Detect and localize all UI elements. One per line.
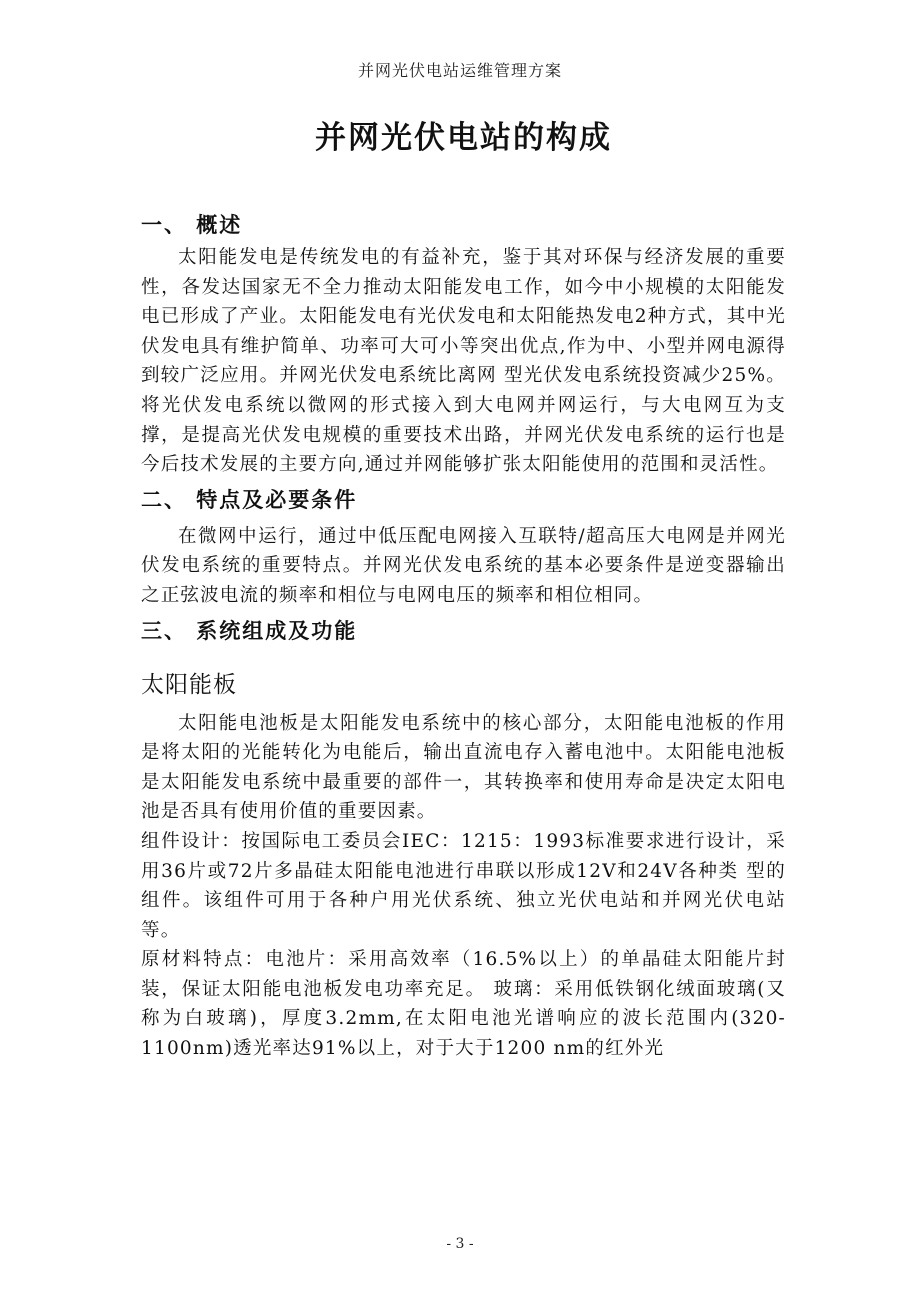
subsection-heading-solar-panel: 太阳能板 [141, 671, 237, 698]
page-number: - 3 - [446, 1236, 474, 1252]
section-heading-features: 二、 特点及必要条件 [141, 487, 358, 512]
running-header: 并网光伏电站运维管理方案 [357, 61, 562, 80]
solar-panel-paragraph: 太阳能电池板是太阳能发电系统中的核心部分，太阳能电池板的作用是将太阳的光能转化为电能后，输出直流电存入蓄电池中。太阳能电池板是太阳能发电系统中最重要的部件一，其转换率和使用寿命是决定太阳电池是否具有使用价值的重要因素。 [141, 712, 786, 823]
overview-paragraph: 太阳能发电是传统发电的有益补充，鉴于其对环保与经济发展的重要性，各发达国家无不全力推动太阳能发电工作，如今中小规模的太阳能发电已形成了产业。太阳能发电有光伏发电和太阳能热发电2种方式，其中光伏发电具有维护简单、功率可大可小等突出优点,作为中、小型并网电源得到较广泛应用。并网光伏发电系统比离网 型光伏发电系统投资减少25%。将光伏发电系统以微网的形式接入到大电网并网运行，与大电网互为支撑，是提高光伏发电规模的重要技术出路，并网光伏发电系统的运行也是今后技术发展的主要方向,通过并网能够扩张太阳能使用的范围和灵活性。 [141, 247, 786, 476]
section-heading-system: 三、 系统组成及功能 [141, 618, 358, 643]
module-design-paragraph: 组件设计：按国际电工委员会IEC：1215：1993标准要求进行设计，采用36片或72片多晶硅太阳能电池进行串联以形成12V和24V各种类 型的组件。该组件可用于各种户用光伏系统、独立光伏电站和并网光伏电站等。 [141, 830, 786, 941]
features-paragraph: 在微网中运行，通过中低压配电网接入互联特/超高压大电网是并网光伏发电系统的重要特点。并网光伏发电系统的基本必要条件是逆变器输出之正弦波电流的频率和相位与电网电压的频率和相位相同。 [141, 525, 786, 606]
materials-paragraph: 原材料特点：电池片：采用高效率（16.5%以上）的单晶硅太阳能片封装，保证太阳能电池板发电功率充足。 玻璃：采用低铁钢化绒面玻璃(又称为白玻璃)，厚度3.2mm,在太阳电池光谱响应的波长范围内(320-1100nm)透光率达91%以上，对于大于1200 nm的红外光 [141, 949, 786, 1060]
section-heading-overview: 一、 概述 [141, 213, 243, 237]
page-content [141, 100, 786, 1064]
document-title: 并网光伏电站的构成 [315, 120, 612, 156]
